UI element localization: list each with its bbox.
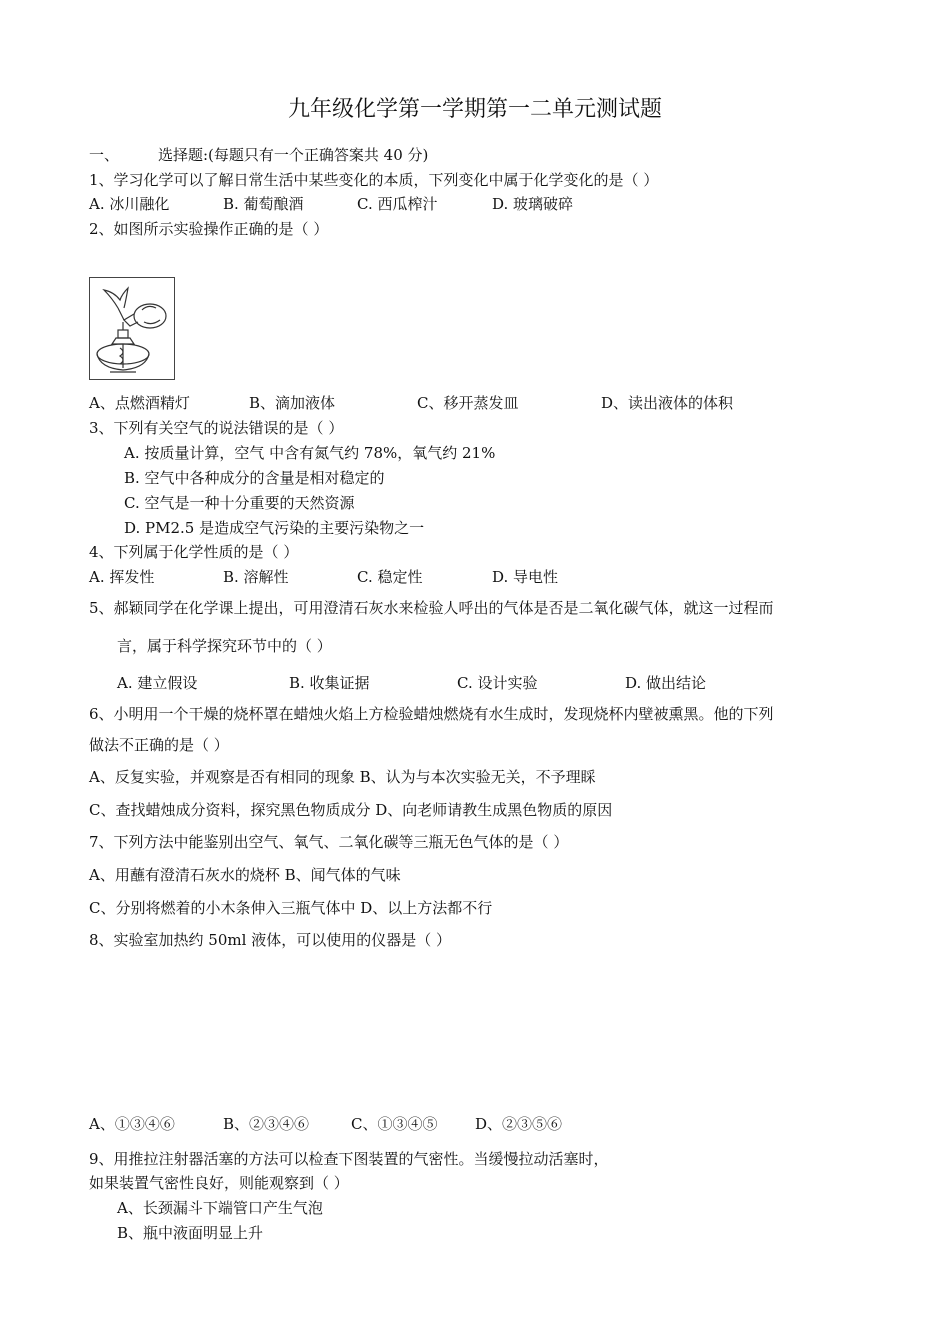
question-5-line-2: 言，属于科学探究环节中的（ ） <box>117 637 332 655</box>
option-b: B、滴加液体 <box>249 394 336 412</box>
question-6-line-2: 做法不正确的是（ ） <box>89 736 229 754</box>
question-2: 2、如图所示实验操作正确的是（ ） <box>89 220 329 238</box>
option-b: B. 收集证据 <box>289 674 370 692</box>
option-c: C. 设计实验 <box>457 674 538 692</box>
question-7: 7、下列方法中能鉴别出空气、氧气、二氧化碳等三瓶无色气体的是（ ） <box>89 833 569 851</box>
section-heading: 选择题:(每题只有一个正确答案共 40 分) <box>158 146 429 164</box>
option-a: A. 挥发性 <box>89 568 155 586</box>
option-c: C、移开蒸发皿 <box>417 394 519 412</box>
question-9-option-b: B、瓶中液面明显上升 <box>117 1224 264 1242</box>
alcohol-lamp-illustration <box>90 278 174 379</box>
question-6-options-cd: C、查找蜡烛成分资料，探究黑色物质成分 D、向老师请教生成黑色物质的原因 <box>89 801 613 819</box>
option-b: B、②③④⑥ <box>223 1115 310 1133</box>
question-8: 8、实验室加热约 50ml 液体，可以使用的仪器是（ ） <box>89 931 451 949</box>
question-7-options-ab: A、用蘸有澄清石灰水的烧杯 B、闻气体的气味 <box>89 866 401 884</box>
option-d: D. 玻璃破碎 <box>492 195 574 213</box>
question-9-line-2: 如果装置气密性良好，则能观察到（ ） <box>89 1174 349 1192</box>
question-7-options-cd: C、分别将燃着的小木条伸入三瓶气体中 D、以上方法都不行 <box>89 899 493 917</box>
option-c: C. 西瓜榨汁 <box>357 195 438 213</box>
option-b: B. 溶解性 <box>223 568 289 586</box>
option-b: B. 葡萄酿酒 <box>223 195 304 213</box>
question-5-line-1: 5、郝颖同学在化学课上提出，可用澄清石灰水来检验人呼出的气体是否是二氧化碳气体，就这一过程而 <box>89 599 774 617</box>
option-c: C、①③④⑤ <box>351 1115 438 1133</box>
question-6-line-1: 6、小明用一个干燥的烧杯罩在蜡烛火焰上方检验蜡烛燃烧有水生成时，发现烧杯内壁被熏黑。他的下列 <box>89 705 774 723</box>
question-4: 4、下列属于化学性质的是（ ） <box>89 543 299 561</box>
question-3-option-b: B. 空气中各种成分的含量是相对稳定的 <box>124 469 385 487</box>
option-a: A、①③④⑥ <box>89 1115 175 1133</box>
question-3-option-c: C. 空气是一种十分重要的天然资源 <box>124 494 355 512</box>
option-a: A. 冰川融化 <box>89 195 170 213</box>
question-3: 3、下列有关空气的说法错误的是（ ） <box>89 419 344 437</box>
page-title: 九年级化学第一学期第一二单元测试题 <box>287 97 662 122</box>
option-a: A、点燃酒精灯 <box>89 394 190 412</box>
option-a: A. 建立假设 <box>117 674 198 692</box>
question-9-option-a: A、长颈漏斗下端管口产生气泡 <box>117 1199 323 1217</box>
lab-figure-alcohol-lamp <box>89 277 175 380</box>
section-number: 一、 <box>89 146 120 164</box>
question-9-line-1: 9、用推拉注射器活塞的方法可以检查下图装置的气密性。当缓慢拉动活塞时， <box>89 1150 609 1168</box>
option-c: C. 稳定性 <box>357 568 423 586</box>
question-3-option-d: D. PM2.5 是造成空气污染的主要污染物之一 <box>124 519 425 537</box>
option-d: D、②③⑤⑥ <box>475 1115 563 1133</box>
option-d: D. 做出结论 <box>625 674 707 692</box>
question-3-option-a: A. 按质量计算，空气 中含有氮气约 78%，氧气约 21% <box>124 444 496 462</box>
question-6-options-ab: A、反复实验，并观察是否有相同的现象 B、认为与本次实验无关，不予理睬 <box>89 768 596 786</box>
option-d: D、读出液体的体积 <box>601 394 734 412</box>
option-d: D. 导电性 <box>492 568 559 586</box>
question-1: 1、学习化学可以了解日常生活中某些变化的本质，下列变化中属于化学变化的是（ ） <box>89 171 659 189</box>
